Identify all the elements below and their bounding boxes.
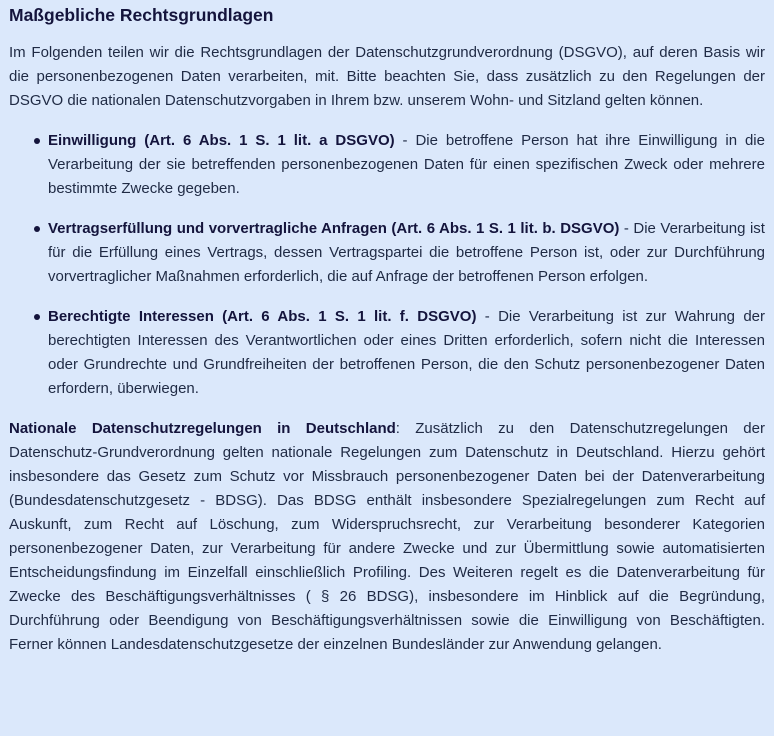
section-heading: Maßgebliche Rechtsgrundlagen xyxy=(9,5,274,25)
national-regulations-paragraph xyxy=(9,417,765,657)
legal-bases-list xyxy=(9,129,765,401)
national-regulations-title: Nationale Datenschutzregelungen in Deutschland xyxy=(9,420,396,437)
bullet-icon xyxy=(34,138,40,144)
bullet-icon xyxy=(34,226,40,232)
list-item xyxy=(48,217,765,289)
legal-basis-text: - Die betroffene Person hat ihre Einwilligung in die Verarbeitung der sie betreffenden personenbezogenen Daten für einen spezifischen Zweck oder mehrere bestimmte Zwecke gegeben. xyxy=(48,132,765,197)
list-item xyxy=(48,305,765,401)
legal-basis-title: Vertragserfüllung und vorvertragliche Anfragen (Art. 6 Abs. 1 S. 1 lit. b. DSGVO) xyxy=(48,220,620,237)
bullet-icon xyxy=(34,314,40,320)
legal-basis-title: Berechtigte Interessen (Art. 6 Abs. 1 S. 1 lit. f. DSGVO) xyxy=(48,308,477,325)
legal-basis-title: Einwilligung (Art. 6 Abs. 1 S. 1 lit. a DSGVO) xyxy=(48,132,395,149)
legal-basis-text: - Die Verarbeitung ist für die Erfüllung eines Vertrags, dessen Vertragspartei die betroffene Person ist, oder zur Durchführung vorvertraglicher Maßnahmen erforderlich, die auf Anfrage der betroffenen Person erfolgen. xyxy=(48,220,765,285)
national-regulations-text: : Zusätzlich zu den Datenschutzregelungen der Datenschutz-Grundverordnung gelten nationale Regelungen zum Datenschutz in Deutschland. Hierzu gehört insbesondere das Gesetz zum Schutz vor Missbrauch personenbezogener Daten bei der Datenverarbeitung (Bundesdatenschutzgesetz - BDSG). Das BDSG enthält insbesondere Spezialregelungen zum Recht auf Auskunft, zum Recht auf Löschung, zum Widerspruchsrecht, zur Verarbeitung besonderer Kategorien personenbezogener Daten, zur Verarbeitung für andere Zwecke und zur Übermittlung sowie automatisierten Entscheidungsfindung im Einzelfall einschließlich Profiling. Des Weiteren regelt es die Datenverarbeitung für Zwecke des Beschäftigungsverhältnisses ( § 26 BDSG), insbesondere im Hinblick auf die Begründung, Durchführung oder Beendigung von Beschäftigungsverhältnissen sowie die Einwilligung von Beschäftigten. Ferner können Landesdatenschutzgesetze der einzelnen Bundesländer zur Anwendung gelangen. xyxy=(9,420,765,653)
intro-paragraph: Im Folgenden teilen wir die Rechtsgrundlagen der Datenschutzgrundverordnung (DSGVO), auf deren Basis wir die personenbezogenen Daten verarbeiten, mit. Bitte beachten Sie, dass zusätzlich zu den Regelungen der DSGVO die nationalen Datenschutzvorgaben in Ihrem bzw. unserem Wohn- und Sitzland gelten können. xyxy=(9,44,765,109)
legal-basis-text: - Die Verarbeitung ist zur Wahrung der berechtigten Interessen des Verantwortlichen oder eines Dritten erforderlich, sofern nicht die Interessen oder Grundrechte und Grundfreiheiten der betroffenen Person, die den Schutz personenbezogener Daten erfordern, überwiegen. xyxy=(48,308,765,397)
list-item xyxy=(48,129,765,201)
